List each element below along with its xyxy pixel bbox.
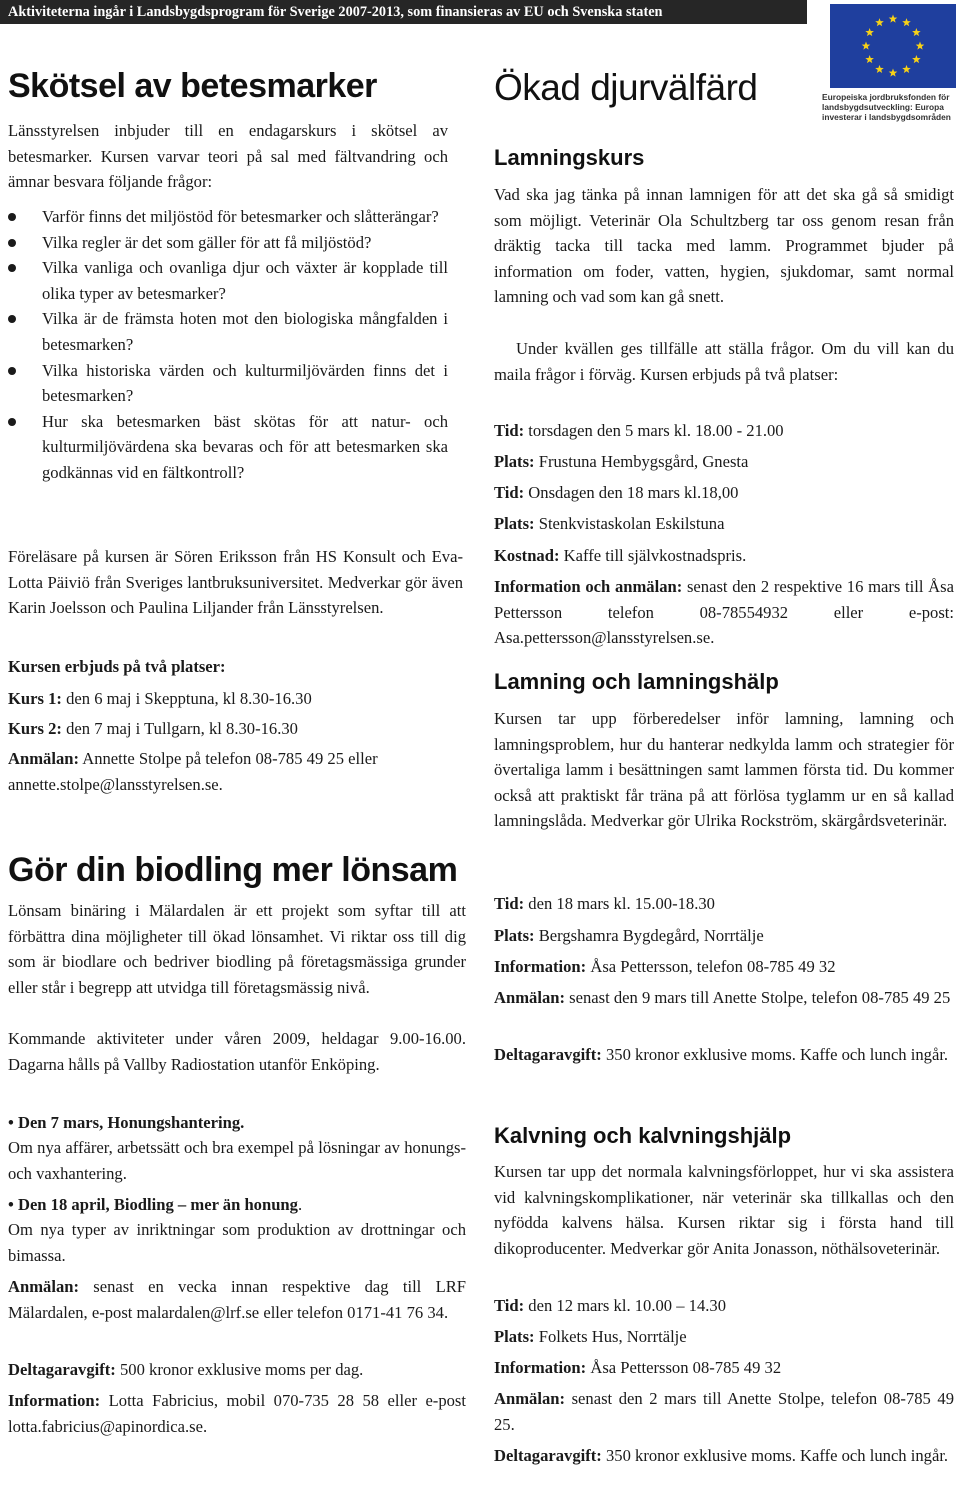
kalvning-place: [494, 1324, 687, 1350]
offered-heading: Kursen erbjuds på två platser:: [8, 657, 226, 676]
question-text: Vilka historiska värden och kulturmiljövärden finns det i betesmarken?: [42, 360, 448, 406]
bullet-icon: [8, 367, 16, 375]
list-item: [8, 255, 448, 306]
time-label: Tid:: [494, 421, 525, 440]
info-label: Information och anmälan:: [494, 577, 683, 596]
biodling-info: [8, 1388, 466, 1439]
biodling-fee: [8, 1357, 363, 1383]
lamningskurs-p1: Vad ska jag tänka på innan lamnigen för att det ska gå så smidigt som möjligt. Veterinär Ola Schultzberg tar oss genom resan från dräktig tacka till tacka med lamm. Programmet bjuder på information om foder, vatten, hygien, sjukdomar, samt normal lamning och vad som kan gå snett.: [494, 185, 954, 307]
list-item: [8, 306, 448, 357]
eu-flag-icon: [830, 4, 956, 88]
betesmarker-signup: [8, 746, 448, 797]
place-label: Plats:: [494, 514, 535, 533]
course-1: [8, 686, 312, 712]
course-1-label: Kurs 1:: [8, 689, 62, 708]
bullet-icon: [8, 315, 16, 323]
heading-lamningskurs: Lamningskurs: [494, 145, 645, 170]
time-label: Tid:: [494, 483, 525, 502]
list-item: [8, 204, 448, 230]
info-text: Åsa Pettersson, telefon 08-785 49 32: [586, 957, 836, 976]
bullet-icon: [8, 264, 16, 272]
betesmarker-intro: Länsstyrelsen inbjuder till en endagarskurs i skötsel av betesmarker. Kursen varvar teori på sal med fältvandring och ämnar besvara följande frågor:: [8, 121, 448, 192]
eu-logo-caption: [822, 92, 960, 122]
info-text: senast den 2 respektive 16 mars till Åsa Pettersson telefon 08-78554932 eller e-post: Asa.pettersson@lansstyrelsen.se.: [494, 577, 954, 648]
time-label: Tid:: [494, 1296, 525, 1315]
fee-label: Deltagaravgift:: [494, 1446, 602, 1465]
list-item: [8, 409, 448, 486]
eu-caption-line: investerar i landsbygdsområden: [822, 112, 951, 122]
signup-text: Annette Stolpe på telefon 08-785 49 25 eller annette.stolpe@lansstyrelsen.se.: [8, 749, 378, 794]
place-text: Frustuna Hembygsgård, Gnesta: [534, 452, 749, 471]
place-text: Bergshamra Bygdegård, Norrtälje: [534, 926, 764, 945]
signup-label: Anmälan:: [8, 1277, 79, 1296]
event-2-text: Om nya typer av inriktningar som produktion av drottningar och bimassa.: [8, 1220, 466, 1265]
event-1-text: Om nya affärer, arbetssätt och bra exempel på lösningar av honungs- och vaxhantering.: [8, 1138, 466, 1183]
place-label: Plats:: [494, 452, 535, 471]
info-label: Information:: [494, 1358, 587, 1377]
lamningshalp-fee: [494, 1042, 954, 1068]
lecturers-text: Föreläsare på kursen är Sören Eriksson från HS Konsult och Eva-Lotta Päiviö från Sveriges lantbruksuniversitet. Medverkar gör även Karin Joelsson och Paulina Liljander från Länsstyrelsen.: [8, 547, 463, 618]
info-text: Lotta Fabricius, mobil 070-735 28 58 eller e-post lotta.fabricius@apinordica.se.: [8, 1391, 466, 1436]
signup-label: Anmälan:: [494, 988, 565, 1007]
eu-logo: [818, 0, 960, 140]
question-text: Vilka vanliga och ovanliga djur och växter är kopplade till olika typer av betesmarker?: [42, 258, 448, 303]
kalvning-time: [494, 1293, 726, 1319]
signup-text: senast den 9 mars till Anette Stolpe, telefon 08-785 49 25: [565, 988, 951, 1007]
fee-label: Deltagaravgift:: [8, 1360, 116, 1379]
time-text: den 12 mars kl. 10.00 – 14.30: [524, 1296, 727, 1315]
lamningshalp-signup: [494, 985, 954, 1011]
signup-text: senast en vecka innan respektive dag till LRF Mälardalen, e-post malardalen@lrf.se eller telefon 0171-41 76 34.: [8, 1277, 466, 1322]
biodling-activities: Kommande aktiviteter under våren 2009, heldagar 9.00-16.00. Dagarna hålls på Vallby Radiostation utanför Enköping.: [8, 1029, 466, 1074]
time-text: torsdagen den 5 mars kl. 18.00 - 21.00: [524, 421, 784, 440]
lamningskurs-place-1: [494, 449, 748, 475]
signup-label: Anmälan:: [494, 1389, 565, 1408]
list-item: [8, 358, 448, 409]
section-title-djurvalfard: Ökad djurvälfärd: [494, 67, 758, 108]
lamningskurs-p2: Under kvällen ges tillfälle att ställa frågor. Om du vill kan du maila frågor i förväg. Kursen erbjuds på två platser:: [494, 339, 954, 384]
place-label: Plats:: [494, 1327, 535, 1346]
eu-caption-line: landsbygdsutveckling: Europa: [822, 102, 944, 112]
heading-kalvning: Kalvning och kalvningshjälp: [494, 1123, 792, 1148]
fee-text: 350 kronor exklusive moms. Kaffe och lunch ingår.: [601, 1446, 949, 1465]
lamningshalp-info: [494, 954, 836, 980]
time-label: Tid:: [494, 894, 525, 913]
event-2-title: [8, 1192, 302, 1218]
section-title-betesmarker: Skötsel av betesmarker: [8, 67, 377, 105]
place-label: Plats:: [494, 926, 535, 945]
section-title-biodling: Gör din biodling mer lönsam: [8, 851, 458, 889]
heading-lamningshalp: Lamning och lamningshälp: [494, 669, 779, 694]
course-2-text: den 7 maj i Tullgarn, kl 8.30-16.30: [61, 719, 298, 738]
lamningskurs-time-2: [494, 480, 738, 506]
question-list: [8, 204, 448, 486]
top-banner: Aktiviteterna ingår i Landsbygdsprogram för Sverige 2007-2013, som finansieras av EU och Svenska staten: [0, 0, 807, 24]
info-text: Åsa Pettersson 08-785 49 32: [586, 1358, 782, 1377]
place-text: Folkets Hus, Norrtälje: [534, 1327, 687, 1346]
fee-text: 350 kronor exklusive moms. Kaffe och lunch ingår.: [601, 1045, 949, 1064]
lamningshalp-place: [494, 923, 764, 949]
time-text: Onsdagen den 18 mars kl.18,00: [524, 483, 739, 502]
question-text: Vilka är de främsta hoten mot den biologiska mångfalden i betesmarken?: [42, 309, 448, 354]
lamningshalp-time: [494, 891, 715, 917]
signup-label: Anmälan:: [8, 749, 79, 768]
question-text: Hur ska betesmarken bäst skötas för att natur- och kulturmiljövärdena ska bevaras och för att betesmarken ska godkännas vid en fältkontroll?: [42, 411, 448, 482]
lamningskurs-info: [494, 574, 954, 651]
place-text: Stenkvistaskolan Eskilstuna: [534, 514, 725, 533]
biodling-intro: Lönsam binäring i Mälardalen är ett projekt som syftar till att förbättra dina möjligheter till ökad lönsamhet. Vi riktar oss till dig som är biodlare och bedriver biodling på företagsmässiga grunder eller står i begrepp att utvidga till företagsmässig nivå.: [8, 901, 466, 997]
lamningskurs-time-1: [494, 418, 784, 444]
time-text: den 18 mars kl. 15.00-18.30: [524, 894, 715, 913]
biodling-signup: [8, 1274, 466, 1325]
kalvning-fee: [494, 1443, 954, 1469]
bullet-icon: [8, 418, 16, 426]
kalvning-info: [494, 1355, 781, 1381]
eu-caption-line: Europeiska jordbruksfonden för: [822, 92, 950, 102]
question-text: Vilka regler är det som gäller för att få miljöstöd?: [42, 232, 372, 252]
kalvning-signup: [494, 1386, 954, 1437]
event-1-title: • Den 7 mars, Honungshantering.: [8, 1113, 245, 1132]
fee-text: 500 kronor exklusive moms per dag.: [115, 1360, 364, 1379]
bullet-icon: [8, 213, 16, 221]
info-label: Information:: [494, 957, 587, 976]
event-2-title-text: • Den 18 april, Biodling – mer än honung: [8, 1195, 298, 1214]
list-item: [8, 230, 448, 256]
bullet-icon: [8, 239, 16, 247]
lamningskurs-place-2: [494, 511, 724, 537]
event-2-title-dot: .: [297, 1195, 303, 1214]
kalvning-p1: Kursen tar upp det normala kalvningsförloppet, hur vi ska assistera vid kalvningskomplikationer, när veterinär ska tillkallas och den nyfödda kalvens hälsa. Kursen riktar sig i första hand till dikoproducenter. Medverkar gör Anita Jonasson, nöthälsoveterinär.: [494, 1162, 954, 1258]
question-text: Varför finns det miljöstöd för betesmarker och slåtterängar?: [42, 207, 439, 226]
course-1-text: den 6 maj i Skepptuna, kl 8.30-16.30: [61, 689, 312, 708]
info-label: Information:: [8, 1391, 101, 1410]
fee-label: Deltagaravgift:: [494, 1045, 602, 1064]
lamningshalp-p1: Kursen tar upp förberedelser inför lamning, lamning och lamningsproblem, hur du hanterar nedkylda lamm och strategier för övertaliga lamm i besättningen samt lammen första tid. Du kommer också att praktiskt får träna på att förlösa tyglamm ur en så kallad lamningslåda. Medverkar gör Ulrika Rockström, skärgårdsveterinär.: [494, 709, 954, 831]
cost-text: Kaffe till självkostnadspris.: [559, 546, 747, 565]
signup-text: senast den 2 mars till Anette Stolpe, telefon 08-785 49 25.: [494, 1389, 954, 1434]
lamningskurs-cost: [494, 543, 746, 569]
cost-label: Kostnad:: [494, 546, 560, 565]
course-2-label: Kurs 2:: [8, 719, 62, 738]
course-2: [8, 716, 298, 742]
